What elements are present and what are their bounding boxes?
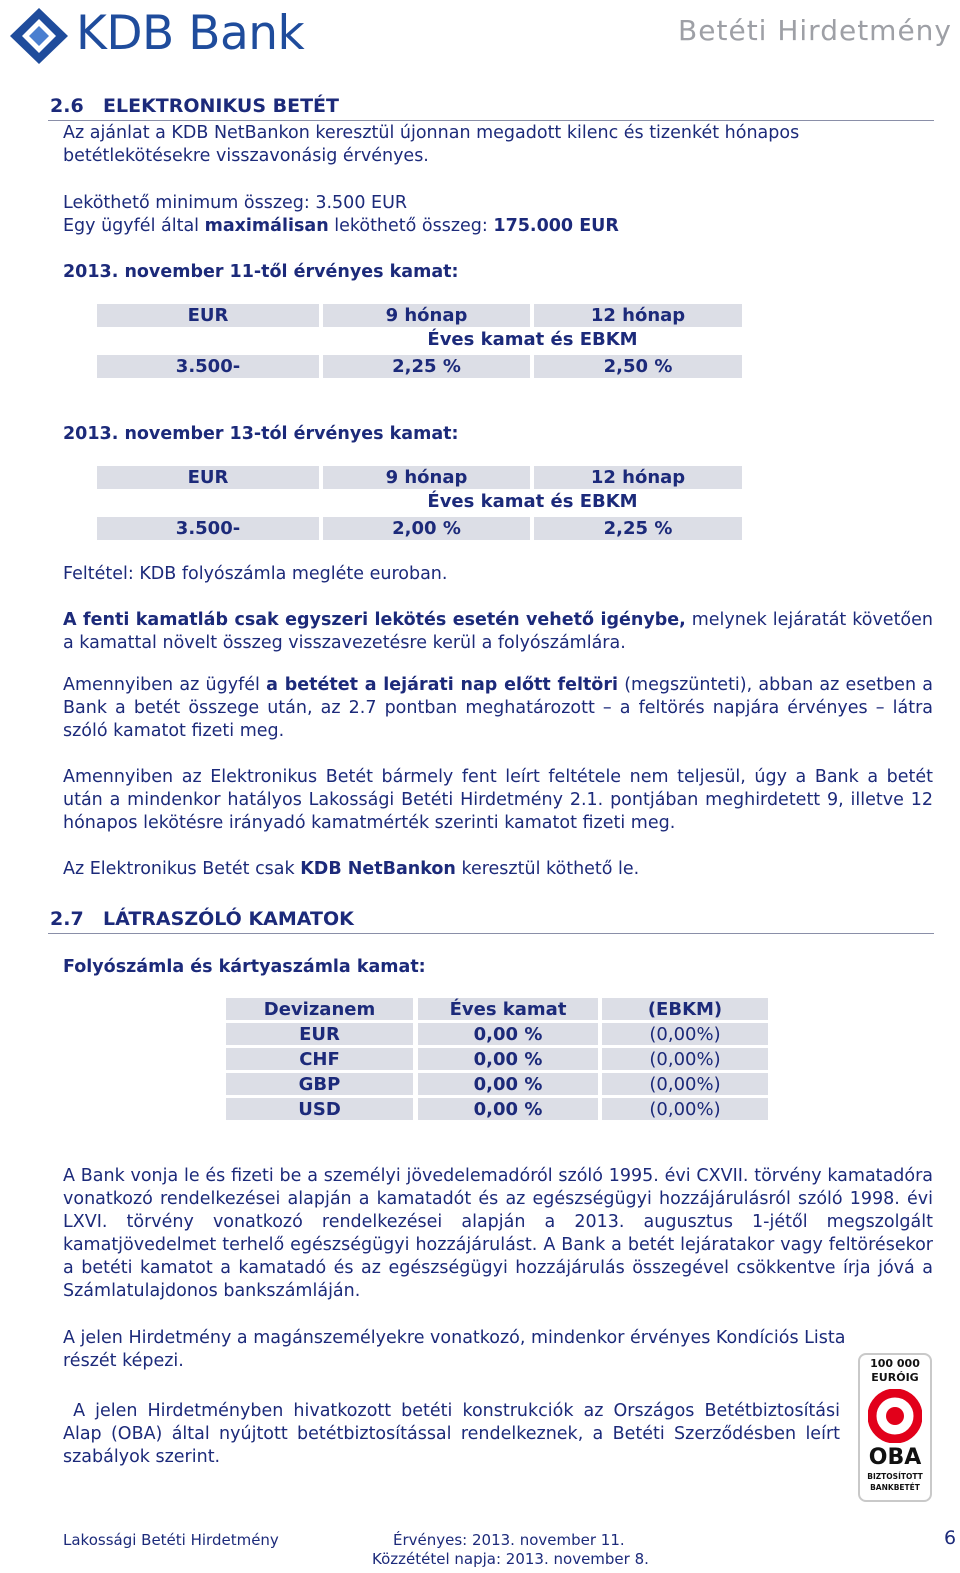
section-title-2-7: LÁTRASZÓLÓ KAMATOK (103, 908, 354, 930)
table-subheader: Éves kamat és EBKM (427, 491, 638, 512)
document-title: Betéti Hirdetmény (678, 14, 952, 47)
table-header-12-month: 12 hónap (534, 466, 742, 489)
table-cell-currency: CHF (226, 1048, 413, 1070)
bank-name: KDB Bank (76, 6, 305, 61)
section-number-2-7: 2.7 (50, 908, 84, 930)
table-cell-rate: 0,00 % (418, 1098, 598, 1120)
max-amount: Egy ügyfél által maximálisan leköthető összeg: 175.000 EUR (63, 216, 619, 236)
table-header: (EBKM) (602, 998, 768, 1020)
intro-paragraph: Az ajánlat a KDB NetBankon keresztül újonnan megadott kilenc és tizenkét hónapos betétlekötésekre visszavonásig érvényes. (63, 123, 800, 166)
table-cell-9-month-rate: 2,25 % (323, 355, 530, 378)
paragraph-oba: A jelen Hirdetményben hivatkozott betéti konstrukciók az Országos Betétbiztosítási Alap (OBA) által nyújtott betétbiztosítással rendelkeznek, a Betéti Szerződésben leírt szabályok szerint. (63, 1401, 846, 1467)
table-header-12-month: 12 hónap (534, 304, 742, 327)
condition-text: Feltétel: KDB folyószámla megléte euroban. (63, 564, 448, 584)
oba-badge-name: OBA (868, 1445, 922, 1470)
table-cell-amount: 3.500- (97, 355, 319, 378)
paragraph-netbank-only: Az Elektronikus Betét csak KDB NetBankon keresztül köthető le. (63, 859, 640, 879)
oba-badge-sub2: BANKBETÉT (870, 1483, 920, 1492)
oba-badge-top2: EURÓIG (871, 1371, 919, 1384)
table-cell-currency: EUR (226, 1023, 413, 1045)
kdb-logo-icon (8, 6, 70, 66)
header (0, 0, 960, 70)
paragraph-tax: A Bank vonja le és fizeti be a személyi jövedelemadóról szóló 1995. évi CXVII. törvény kamatadóra vonatkozó rendelkezései alapján a kamatadót és az egészségügyi hozzájárulásról szóló 1998. évi LXVI. törvény vonatkozó rendelkezései alapján a 2013. augusztus 1-jétől megszolgált kamatjövedelmet terhelő egészségügyi hozzájárulást. A Bank a betét lejáratakor vagy feltörésekor a betéti kamatot a kamatadó és az egészségügyi hozzájárulás összegével csökkentve írja jóvá a Számlatulajdonos bankszámláján. (63, 1166, 933, 1301)
table-cell-12-month-rate: 2,50 % (534, 355, 742, 378)
footer-document-name: Lakossági Betéti Hirdetmény (63, 1531, 279, 1549)
table-cell-rate: 0,00 % (418, 1023, 598, 1045)
table-cell-12-month-rate: 2,25 % (534, 517, 742, 540)
table-cell-currency: USD (226, 1098, 413, 1120)
table-cell-rate: 0,00 % (418, 1073, 598, 1095)
table-header-currency: EUR (97, 304, 319, 327)
page-number: 6 (944, 1527, 957, 1549)
oba-badge-sub1: BIZTOSÍTOTT (867, 1472, 923, 1481)
footer-publish-date: Közzététel napja: 2013. november 8. (372, 1550, 649, 1568)
table-cell-currency: GBP (226, 1073, 413, 1095)
section-divider (48, 120, 934, 121)
table-cell-ebkm: (0,00%) (602, 1048, 768, 1070)
footer-valid-date: Érvényes: 2013. november 11. (393, 1531, 625, 1549)
paragraph-conditions-not-met: Amennyiben az Elektronikus Betét bármely fent leírt feltétele nem teljesül, úgy a Bank a betét után a mindenkor hatályos Lakossági Betéti Hirdetmény 2.1. pontjában meghirdetett 9, illetve 12 hónapos lekötésre irányadó kamatmérték szerinti kamatot fizeti meg. (63, 767, 933, 833)
section-number-2-6: 2.6 (50, 95, 84, 117)
oba-badge (858, 1353, 932, 1502)
table-header: Éves kamat (418, 998, 598, 1020)
rate-heading-nov-11: 2013. november 11-től érvényes kamat: (63, 262, 459, 282)
table-cell-rate: 0,00 % (418, 1048, 598, 1070)
min-amount: Leköthető minimum összeg: 3.500 EUR (63, 193, 408, 213)
section-title-2-6: ELEKTRONIKUS BETÉT (103, 95, 339, 117)
paragraph-one-time: A fenti kamatláb csak egyszeri lekötés esetén vehető igénybe, melynek lejáratát követően a kamattal növelt összeg visszavezetésre kerül a folyószámlára. (63, 610, 933, 653)
table-header-9-month: 9 hónap (323, 304, 530, 327)
oba-ring-icon (868, 1389, 922, 1443)
paragraph-early-withdrawal: Amennyiben az ügyfél a betétet a lejárati nap előtt feltöri (megszünteti), abban az esetben a Bank a betét összege után, az 2.7 pontban meghatározott – a feltörés napjára érvényes – látra szóló kamatot fizeti meg. (63, 675, 933, 741)
table-cell-ebkm: (0,00%) (602, 1023, 768, 1045)
table-cell-ebkm: (0,00%) (602, 1073, 768, 1095)
table-subheader: Éves kamat és EBKM (427, 329, 638, 350)
table-cell-9-month-rate: 2,00 % (323, 517, 530, 540)
table-header-currency: EUR (97, 466, 319, 489)
table-cell-ebkm: (0,00%) (602, 1098, 768, 1120)
table-header: Devizanem (226, 998, 413, 1020)
table-header-9-month: 9 hónap (323, 466, 530, 489)
rate-heading-nov-13: 2013. november 13-tól érvényes kamat: (63, 424, 459, 444)
section-divider (48, 933, 934, 934)
oba-badge-top1: 100 000 (870, 1357, 920, 1370)
current-account-heading: Folyószámla és kártyaszámla kamat: (63, 957, 426, 977)
table-cell-amount: 3.500- (97, 517, 319, 540)
paragraph-conditions-list: A jelen Hirdetmény a magánszemélyekre vonatkozó, mindenkor érvényes Kondíciós Lista részét képezi. (63, 1328, 846, 1371)
